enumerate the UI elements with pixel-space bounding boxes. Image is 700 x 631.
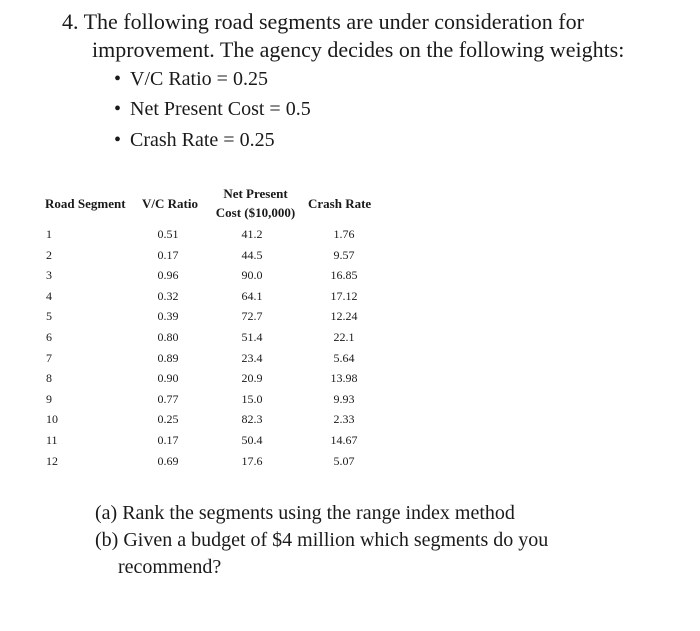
cell-segment: 5 xyxy=(46,309,52,323)
cell-net-present-cost: 23.4 xyxy=(241,351,263,365)
cell-net-present-cost: 17.6 xyxy=(241,454,263,468)
bullet-icon: • xyxy=(114,129,122,151)
cell-crash-rate: 1.76 xyxy=(333,227,355,241)
cell-crash-rate: 12.24 xyxy=(330,309,358,323)
cell-crash-rate: 9.93 xyxy=(333,392,355,406)
question-line-1: 4. The following road segments are under consideration for xyxy=(62,9,584,34)
cell-crash-rate: 5.64 xyxy=(333,351,355,365)
header-npc-line-1: Net Present xyxy=(223,186,288,201)
cell-segment: 8 xyxy=(46,371,52,385)
cell-net-present-cost: 50.4 xyxy=(241,433,263,447)
part-b-line-1: (b) Given a budget of $4 million which segments do you xyxy=(95,529,549,551)
cell-crash-rate: 16.85 xyxy=(330,268,358,282)
bullet-icon: • xyxy=(114,98,122,120)
cell-net-present-cost: 90.0 xyxy=(241,268,263,282)
header-vc-ratio: V/C Ratio xyxy=(142,196,198,211)
cell-segment: 11 xyxy=(46,433,58,447)
cell-segment: 4 xyxy=(46,289,52,303)
weight-net-present-cost xyxy=(114,96,311,122)
weight-crash-rate-text: Crash Rate = 0.25 xyxy=(130,129,275,151)
cell-segment: 7 xyxy=(46,351,52,365)
cell-net-present-cost: 44.5 xyxy=(241,248,263,262)
bullet-icon: • xyxy=(114,68,122,90)
part-b-line-2: recommend? xyxy=(118,556,222,578)
cell-segment: 12 xyxy=(46,454,58,468)
cell-vc-ratio: 0.25 xyxy=(157,412,179,426)
cell-crash-rate: 22.1 xyxy=(333,330,355,344)
cell-segment: 6 xyxy=(46,330,52,344)
cell-segment: 1 xyxy=(46,227,52,241)
cell-crash-rate: 14.67 xyxy=(330,433,358,447)
cell-net-present-cost: 72.7 xyxy=(241,309,263,323)
cell-crash-rate: 17.12 xyxy=(330,289,358,303)
cell-net-present-cost: 41.2 xyxy=(241,227,263,241)
cell-crash-rate: 9.57 xyxy=(333,248,355,262)
cell-vc-ratio: 0.51 xyxy=(157,227,179,241)
cell-vc-ratio: 0.90 xyxy=(157,371,179,385)
cell-net-present-cost: 20.9 xyxy=(241,371,263,385)
header-crash-rate: Crash Rate xyxy=(308,196,372,211)
weight-vc-ratio xyxy=(114,66,268,92)
question-line-2: improvement. The agency decides on the following weights: xyxy=(92,37,625,62)
header-road-segment: Road Segment xyxy=(45,196,126,211)
cell-crash-rate: 5.07 xyxy=(333,454,355,468)
header-npc-line-2: Cost ($10,000) xyxy=(215,205,296,220)
cell-vc-ratio: 0.32 xyxy=(157,289,179,303)
cell-segment: 2 xyxy=(46,248,52,262)
cell-net-present-cost: 51.4 xyxy=(241,330,263,344)
cell-vc-ratio: 0.77 xyxy=(157,392,179,406)
cell-vc-ratio: 0.39 xyxy=(157,309,179,323)
cell-vc-ratio: 0.17 xyxy=(157,433,179,447)
cell-vc-ratio: 0.96 xyxy=(157,268,179,282)
weight-net-present-cost-text: Net Present Cost = 0.5 xyxy=(130,98,311,120)
weight-vc-ratio-text: V/C Ratio = 0.25 xyxy=(130,68,268,90)
cell-net-present-cost: 82.3 xyxy=(241,412,263,426)
weight-crash-rate xyxy=(114,127,275,153)
cell-segment: 3 xyxy=(46,268,52,282)
cell-segment: 9 xyxy=(46,392,52,406)
cell-vc-ratio: 0.17 xyxy=(157,248,179,262)
cell-crash-rate: 2.33 xyxy=(333,412,355,426)
cell-net-present-cost: 64.1 xyxy=(241,289,263,303)
cell-net-present-cost: 15.0 xyxy=(241,392,263,406)
cell-vc-ratio: 0.89 xyxy=(157,351,179,365)
cell-segment: 10 xyxy=(46,412,58,426)
cell-vc-ratio: 0.80 xyxy=(157,330,179,344)
cell-vc-ratio: 0.69 xyxy=(157,454,179,468)
cell-crash-rate: 13.98 xyxy=(330,371,358,385)
part-a: (a) Rank the segments using the range index method xyxy=(95,502,515,524)
